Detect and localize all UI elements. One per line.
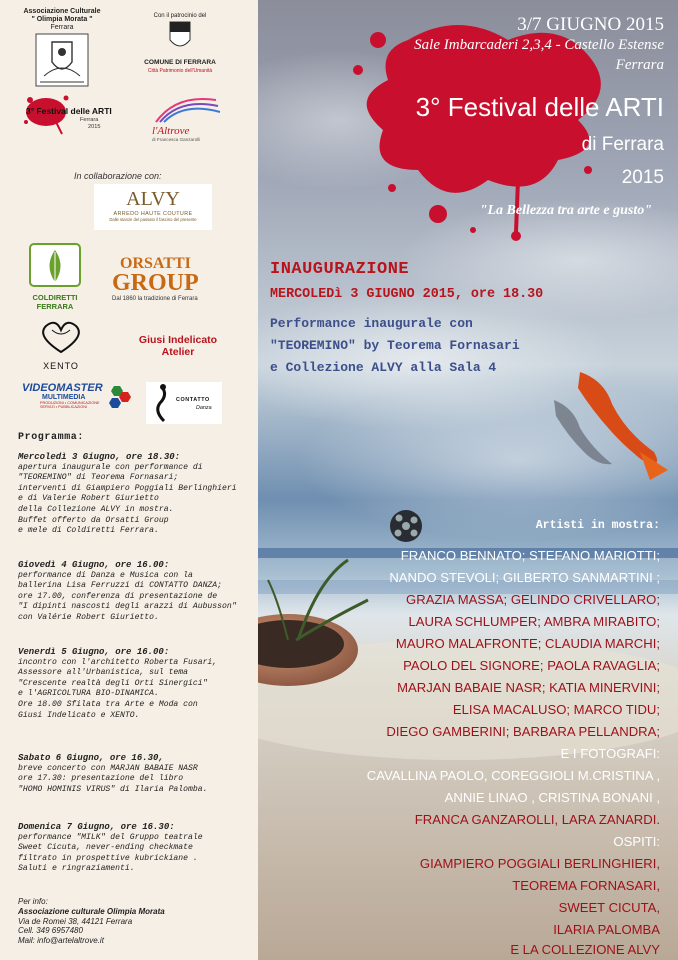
festival-logo-line1: 3° Festival delle ARTI [26,106,112,116]
inaugurazione-date: MERCOLEDì 3 GIUGNO 2015, ore 18.30 [270,287,544,302]
program-line: "I dipinti nascosti degli arazzi di Aubusson" [18,602,237,612]
artist-line: OSPITI: [613,834,660,849]
program-line: e l'AGRICOLTURA BIO-DINAMICA. [18,689,159,699]
info-label: Per info: [18,897,48,906]
artist-line: ILARIA PALOMBA [553,922,660,937]
artist-line: SWEET CICUTA, [558,900,660,915]
festival-title: 3° Festival delle ARTI [415,92,664,122]
program-line: filtrato in prospettive kubrickiane . [18,853,198,863]
artist-line: NANDO STEVOLI; GILBERTO SANMARTINI ; [389,570,660,585]
orsatti-group-logo [112,256,228,302]
giusi-indelicato-logo [126,334,230,358]
videomaster-hex-icon [106,384,132,414]
info-org: Associazione culturale Olimpia Morata [18,906,165,916]
program-day-3 [18,647,256,721]
orsatti-name1: ORSATTI [120,255,191,272]
performance-line: Performance inaugurale con [270,316,473,331]
program-line: ore 17.30: presentazione del libro [18,774,184,784]
artwork-panel [258,0,678,960]
program-line: Saluti e ringraziamenti. [18,864,135,874]
artist-line: LAURA SCHLUMPER; AMBRA MIRABITO; [408,614,660,629]
program-day-heading: Domenica 7 Giugno, ore 16.30: [18,822,175,832]
programma-title: Programma: [18,432,85,443]
film-reel-icon [390,510,422,542]
artist-line: FRANCA GANZAROLLI, LARA ZANARDI. [414,812,660,827]
giusi-line1: Giusi Indelicato [138,334,218,346]
program-line: della Collezione ALVY in mostra. [18,504,174,514]
assoc-line2: " Olimpia Morata " [31,16,93,23]
info-mail[interactable]: Mail: info@artelaltrove.it [18,936,104,946]
program-day-heading: Sabato 6 Giugno, ore 16.30, [18,753,164,763]
artist-line: TEOREMA FORNASARI, [512,878,660,893]
program-day-heading: Mercoledì 3 Giugno, ore 18.30: [18,452,181,462]
program-line: con Valérie Robert Giurietto. [18,612,159,622]
alvy-logo [94,184,212,230]
orsatti-name2: GROUP [112,270,199,296]
videomaster-sub: MULTIMEDIA [42,394,86,401]
program-line: performance "MILK" del Gruppo teatrale [18,832,203,842]
inaugurazione-title: INAUGURAZIONE [270,260,410,279]
assoc-crest-icon [22,32,102,90]
contatto-danza-logo [146,382,222,424]
festival-city: Ferrara [615,57,664,73]
coldiretti-spike-icon [26,242,84,288]
comune-top-text: Con il patrocinio del [153,13,207,19]
artist-line: PAOLO DEL SIGNORE; PAOLA RAVAGLIA; [403,658,660,673]
comune-shield-icon [140,20,220,54]
program-line: incontro con l'architetto Roberta Fusari, [18,657,218,667]
program-line: interventi di Giampiero Poggiali Berlinghieri [18,483,237,493]
dancer-icon [150,383,174,423]
comune-sub: Città Patrimonio dell'Umanità [147,68,213,74]
program-line: "Crescente realtà degli Orti Sinergici" [18,678,208,688]
program-day-heading: Giovedì 4 Giugno, ore 16.00: [18,560,170,570]
program-day-1 [18,452,256,537]
artist-line: E I FOTOGRAFI: [560,746,660,761]
program-line: Buffet offerto da Orsatti Group [18,515,169,525]
artist-line: E LA COLLEZIONE ALVY [510,942,660,957]
sponsor-and-program-column [0,0,258,960]
program-line: Sweet Cicuta, never-ending checkmate [18,843,193,853]
orsatti-tag: Dal 1860 la tradizione di Ferrara [112,296,198,302]
festival-arti-logo [16,90,124,140]
comune-ferrara-logo [140,12,220,75]
festival-year: 2015 [621,167,664,188]
contatto-sub: Danza [196,405,212,411]
program-line: e di Valerie Robert Giurietto [18,494,159,504]
program-day-4 [18,753,256,795]
program-day-2 [18,560,256,624]
festival-venue: Sale Imbarcaderi 2,3,4 - Castello Estense [414,37,664,53]
festival-subtitle: di Ferrara [581,134,664,155]
program-line: Ore 18.00 Sfilata tra Arte e Moda con [18,699,198,709]
olimpia-morata-logo [22,8,102,95]
artist-line: ANNIE LINAO , CRISTINA BONANI , [444,790,660,805]
festival-logo-line2: Ferrara [80,117,99,123]
altrove-sub: di Francesca Ganzarolli [152,137,201,142]
program-day-heading: Venerdì 5 Giugno, ore 16.00: [18,647,170,657]
altrove-name: l'Altrove [152,125,190,137]
program-line: "HOMO HOMINIS VIRUS" di Ilaria Palomba. [18,784,208,794]
assoc-line3: Ferrara [50,24,74,31]
videomaster-tag2: SERVIZI • PUBBLICAZIONI [40,405,88,409]
xento-logo [32,318,90,370]
program-line: breve concerto con MARJAN BABAIE NASR [18,763,198,773]
artist-line: GIAMPIERO POGGIALI BERLINGHIERI, [419,856,660,871]
coldiretti-name: COLDIRETTI [32,293,78,302]
artist-line: DIEGO GAMBERINI; BARBARA PELLANDRA; [386,724,660,739]
altrove-swirl-icon [146,94,230,124]
coldiretti-city: FERRARA [36,302,74,311]
contatto-name: CONTATTO [176,397,210,403]
alvy-sub2: Dalle stanze del passato il fascino del presente [109,217,197,222]
festival-dates: 3/7 GIUGNO 2015 [517,14,664,35]
videomaster-name: VIDEOMASTER [22,382,103,394]
program-line: e mele di Coldiretti Ferrara. [18,526,159,536]
artist-line: MAURO MALAFRONTE; CLAUDIA MARCHI; [395,636,660,651]
artist-line: MARJAN BABAIE NASR; KATIA MINERVINI; [397,680,660,695]
program-line: Assessore all'Urbanistica, sul tema [18,668,188,678]
alvy-name: ALVY [126,188,180,210]
program-line: performance di Danza e Musica con la [18,570,193,580]
videomaster-tag1: PRODUZIONI • COMUNICAZIONE [40,401,100,405]
program-line: apertura inaugurale con performance di [18,462,203,472]
program-day-5 [18,822,256,875]
artist-line: CAVALLINA PAOLO, COREGGIOLI M.CRISTINA , [366,768,660,783]
artisti-title: Artisti in mostra: [535,519,660,532]
program-line: Giusi Indelicato e XENTO. [18,710,140,720]
info-phone: Cell. 349 6957480 [18,926,83,936]
festival-motto: "La Bellezza tra arte e gusto" [479,203,652,218]
xento-heart-icon [32,318,90,356]
artist-line: ELISA MACALUSO; MARCO TIDU; [452,702,660,717]
contact-info [18,897,165,946]
info-address: Via de Romei 38, 44121 Ferrara [18,916,133,926]
festival-logo-line3: 2015 [88,124,101,130]
alvy-sub1: ARREDO HAUTE COUTURE [113,211,193,217]
artist-line: GRAZIA MASSA; GELINDO CRIVELLARO; [406,592,660,607]
xento-name: XENTO [43,361,79,371]
videomaster-logo [22,382,132,426]
artist-line: FRANCO BENNATO; STEFANO MARIOTTI; [400,548,660,563]
comune-name: COMUNE DI FERRARA [144,59,216,66]
performance-line: e Collezione ALVY alla Sala 4 [270,360,497,375]
performance-line: "TEOREMINO" by Teorema Fornasari [270,338,520,353]
altrove-logo [146,94,230,142]
giusi-line2: Atelier [161,346,195,358]
assoc-line1: Associazione Culturale [23,8,101,15]
coldiretti-logo [26,242,84,311]
program-line: ballerina Lisa Ferruzzi di CONTATTO DANZA; [18,581,222,591]
collab-label: In collaborazione con: [74,171,162,181]
program-line: ore 17.00, conferenza di presentazione de [18,591,218,601]
program-line: "TEOREMINO" di Teorema Fornasari; [18,473,179,483]
